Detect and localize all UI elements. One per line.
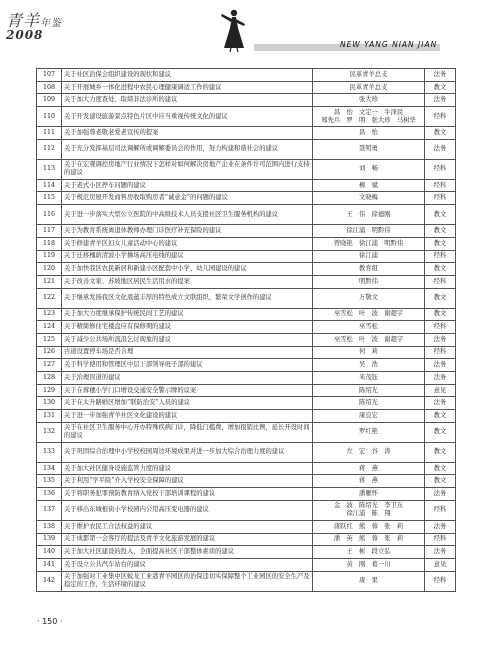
proposal-category: 法务: [425, 359, 456, 372]
table-row: [37, 384, 456, 397]
table-row: [37, 520, 456, 533]
proposal-category: 经科: [425, 192, 456, 205]
proposal-number: 109: [37, 94, 62, 107]
proposal-title: 关于巩固综合治理中小学校校园周边环境成果并进一步加大综合治理力度的建议: [62, 442, 313, 462]
proposal-category: 教文: [425, 410, 456, 423]
table-row: [37, 488, 456, 501]
proposal-title: 关于充分发挥基层司法调解所或调解委员会的作用，努力构建和谐社会的建议: [62, 139, 313, 159]
proposal-sponsor: 唐 果: [313, 571, 425, 591]
proposal-sponsor: 唐跃红 熊 蓉 张 莉: [313, 520, 425, 533]
proposal-number: 108: [37, 81, 62, 94]
proposal-number: 131: [37, 410, 62, 423]
proposal-category: 教文: [425, 237, 456, 250]
proposal-sponsor: 金 波 陈绍光 李卫东 徐江浦 陈 翔: [313, 500, 425, 520]
proposal-sponsor: 教育组: [313, 263, 425, 276]
proposal-title: 关于加强尊老敬老爱老宣传的提案: [62, 127, 313, 140]
proposal-number: 130: [37, 397, 62, 410]
table-row: [37, 475, 456, 488]
proposal-number: 138: [37, 520, 62, 533]
proposal-number: 127: [37, 359, 62, 372]
table-row: [37, 288, 456, 308]
proposal-number: 142: [37, 571, 62, 591]
proposal-number: 129: [37, 384, 62, 397]
proposal-title: 关于精简修住宅楼盘应有保修期的建议: [62, 321, 313, 334]
proposal-sponsor: 蒋 燕: [313, 475, 425, 488]
proposal-title: 关于加大社区健身设施监管力度的建议: [62, 462, 313, 475]
proposal-category: 经科: [425, 533, 456, 546]
table-row: [37, 558, 456, 571]
proposal-sponsor: 陈绍光: [313, 384, 425, 397]
proposal-title: 关于加强对工业集中区蛟龙工业港青羊园区的治保违切实保障整个工业园区的安全生产及稳定的工作，生活环境的建议: [62, 571, 313, 591]
proposal-category: 教文: [425, 462, 456, 475]
proposal-title: 关于设立公共汽车站台的建议: [62, 558, 313, 571]
proposal-sponsor: 刘 畅: [313, 159, 425, 179]
proposal-category: 法务: [425, 520, 456, 533]
proposals-table: [36, 68, 456, 592]
proposal-number: 118: [37, 237, 62, 250]
proposal-number: 124: [37, 321, 62, 334]
proposal-title: 关于成都第一会客厅的提法及青羊文化旅游发展的建议: [62, 533, 313, 546]
proposal-number: 120: [37, 263, 62, 276]
proposal-number: 135: [37, 475, 62, 488]
proposal-number: 136: [37, 488, 62, 501]
proposal-title: 关于进一步落实大型公立医院的中高级技术人员支援社区卫生服务机构的建议: [62, 205, 313, 225]
proposal-title: 关于迁移槐荫清波小学操场高压电线的建议: [62, 250, 313, 263]
proposal-category: 意见: [425, 384, 456, 397]
proposal-title: 关于加大社区建设的投入，全面提高社区干部整体素质的建议: [62, 546, 313, 559]
proposal-sponsor: 潘 英 熊 蓉 张 莉: [313, 533, 425, 546]
proposal-category: 法务: [425, 488, 456, 501]
proposal-number: 140: [37, 546, 62, 559]
proposal-title: 关于将职务犯罪预防教育纳入党校干部培训课程的建议: [62, 488, 313, 501]
proposal-number: 122: [37, 288, 62, 308]
table-row: [37, 127, 456, 140]
proposal-category: 意见: [425, 558, 456, 571]
header-banner-text: NEW YANG NIAN JIAN: [340, 40, 438, 49]
proposal-title: 关于维护农民工合法权益的建议: [62, 520, 313, 533]
proposal-sponsor: 黄 刚 葛一川: [313, 558, 425, 571]
proposal-title: 关于开展城乡一体化进程中农民心理健康调适工作的建议: [62, 81, 313, 94]
table-row: [37, 321, 456, 334]
table-row: [37, 333, 456, 346]
proposal-category: 法务: [425, 139, 456, 159]
proposal-category: 经科: [425, 571, 456, 591]
proposal-number: 125: [37, 333, 62, 346]
proposal-number: 121: [37, 275, 62, 288]
proposal-category: 教文: [425, 475, 456, 488]
proposal-sponsor: 王 伟 徐德刚: [313, 205, 425, 225]
proposal-title: 关于社区治保会组织建设的现状和建议: [62, 69, 313, 82]
proposal-category: 经科: [425, 159, 456, 179]
proposal-category: 教文: [425, 442, 456, 462]
table-row: [37, 107, 456, 127]
proposal-category: 法务: [425, 69, 456, 82]
proposal-category: 法务: [425, 94, 456, 107]
table-row: [37, 69, 456, 82]
logo-title: 青羊: [6, 11, 41, 30]
proposal-sponsor: 蒋 燕: [313, 462, 425, 475]
proposal-title: 关于老式小区停车问题的建议: [62, 179, 313, 192]
proposal-title: 关于为教育系统离退休教师办理门诊医疗补充保险的建议: [62, 225, 313, 238]
table-row: [37, 275, 456, 288]
table-row: [37, 192, 456, 205]
proposal-sponsor: 巫雪松 叶 波 谢超宇: [313, 333, 425, 346]
page-number: · 150 ·: [37, 617, 63, 626]
table-row: [37, 179, 456, 192]
proposal-title: 关于移出东城根街小学校园内公用高压变电器的建议: [62, 500, 313, 520]
proposal-category: 教文: [425, 263, 456, 276]
proposal-number: 119: [37, 250, 62, 263]
table-row: [37, 159, 456, 179]
proposal-title: 关于在社区卫生服务中心开办特殊疾病门诊，降低门槛费，增加报销比例，延长开设时间的建议: [62, 422, 313, 442]
proposal-number: 139: [37, 533, 62, 546]
proposal-number: 141: [37, 558, 62, 571]
logo-subtitle: 年鉴: [40, 18, 63, 29]
table-row: [37, 81, 456, 94]
proposal-title: 关于在宏观调控房地产行业情况下怎样对如何解决房地产企业在条件许可范围内进行支持的建议: [62, 159, 313, 179]
table-row: [37, 359, 456, 372]
proposal-title: 关于在蓉穗小学门口增设交通安全警示牌的议案: [62, 384, 313, 397]
table-row: [37, 250, 456, 263]
table-row: [37, 308, 456, 321]
proposal-sponsor: 潘雁怀: [313, 488, 425, 501]
proposal-sponsor: 徐江浦: [313, 250, 425, 263]
table-row: [37, 410, 456, 423]
proposal-sponsor: 聂明勇: [313, 139, 425, 159]
proposal-sponsor: 巫雪松: [313, 321, 425, 334]
proposal-title: 关于改善文家、苏坡地区居民生活用水的提案: [62, 275, 313, 288]
table-row: [37, 397, 456, 410]
proposal-sponsor: 昌 怡: [313, 127, 425, 140]
proposal-sponsor: 民革青羊总支: [313, 81, 425, 94]
table-row: [37, 372, 456, 385]
proposal-sponsor: 康良宏: [313, 410, 425, 423]
proposal-category: 教文: [425, 225, 456, 238]
proposal-category: 法务: [425, 397, 456, 410]
proposal-title: 关于减少公共场所流浪乞讨现象的建议: [62, 333, 313, 346]
yearbook-logo: [6, 8, 62, 42]
proposals-table-container: [36, 68, 447, 592]
table-row: [37, 442, 456, 462]
proposal-sponsor: 民革青羊总支: [313, 69, 425, 82]
proposal-sponsor: 米茂钰: [313, 372, 425, 385]
proposal-category: 经科: [425, 179, 456, 192]
table-row: [37, 533, 456, 546]
proposal-number: 123: [37, 308, 62, 321]
table-row: [37, 263, 456, 276]
proposal-number: 134: [37, 462, 62, 475]
page-header: [0, 0, 480, 66]
proposal-category: 经科: [425, 321, 456, 334]
proposal-sponsor: 明黔伟: [313, 275, 425, 288]
proposal-sponsor: 王 彬 段立弘: [313, 546, 425, 559]
proposal-number: 107: [37, 69, 62, 82]
proposal-title: 关于继承发扬我区文化底蕴丰厚的特色成立文联组织，繁荣文学创作的建议: [62, 288, 313, 308]
table-row: [37, 422, 456, 442]
proposal-number: 117: [37, 225, 62, 238]
proposal-category: 经科: [425, 500, 456, 520]
table-row: [37, 94, 456, 107]
table-row: [37, 346, 456, 359]
proposal-category: 教文: [425, 288, 456, 308]
proposal-category: 经科: [425, 107, 456, 127]
proposal-number: 115: [37, 192, 62, 205]
proposal-category: 经科: [425, 275, 456, 288]
proposal-sponsor: 昌 怡 文定一 牛泽民 郑先兵 罗 明 张大珍 马树华: [313, 107, 425, 127]
proposal-sponsor: 何 莉: [313, 346, 425, 359]
logo-year: 2008: [6, 28, 44, 42]
table-row: [37, 500, 456, 520]
proposal-sponsor: 陈绍光: [313, 397, 425, 410]
proposal-sponsor: 文晓梅: [313, 192, 425, 205]
proposal-category: 教文: [425, 422, 456, 442]
proposal-title: 关于利用“学平险”介入学校安全保障的建议: [62, 475, 313, 488]
proposal-category: 教文: [425, 127, 456, 140]
proposal-category: 教文: [425, 81, 456, 94]
table-row: [37, 571, 456, 591]
table-row: [37, 237, 456, 250]
proposal-number: 111: [37, 127, 62, 140]
proposal-title: 关于加大力度继承保护传统民间工艺的建议: [62, 308, 313, 321]
table-row: [37, 225, 456, 238]
table-row: [37, 546, 456, 559]
proposal-sponsor: 巫雪松 叶 波 谢超宇: [313, 308, 425, 321]
proposal-title: 关于科学使用和管理区中层干部领导班子部的建议: [62, 359, 313, 372]
proposal-category: 教文: [425, 205, 456, 225]
proposal-title: 关于规范房屋开发商售房收取购房者“诚意金”的问题的建议: [62, 192, 313, 205]
dancer-figure-icon: [218, 8, 248, 52]
proposal-sponsor: 徐江浦 明黔伟: [313, 225, 425, 238]
proposal-title: 关于开发建设旅游景点特色片区中应当重视传统文化的建议: [62, 107, 313, 127]
proposal-category: 法务: [425, 372, 456, 385]
proposal-title: 古道设置停车场是否合理: [62, 346, 313, 359]
proposal-title: 关于加快我区农民新居和新建小区配套中小学、幼儿园建设的建议: [62, 263, 313, 276]
proposal-category: 教文: [425, 308, 456, 321]
proposal-sponsor: 罗红艳: [313, 422, 425, 442]
proposal-sponsor: 曾晓艳 徐江浦 明黔伟: [313, 237, 425, 250]
proposal-title: 关于修建青羊区妇女儿童活动中心的建议: [62, 237, 313, 250]
proposal-title: 关于在太升路婚区增加“联防治安”人员的建议: [62, 397, 313, 410]
proposal-sponsor: 柳 斌: [313, 179, 425, 192]
proposal-number: 116: [37, 205, 62, 225]
proposal-number: 114: [37, 179, 62, 192]
proposal-number: 133: [37, 442, 62, 462]
proposal-sponsor: 万敬文: [313, 288, 425, 308]
proposal-category: 法务: [425, 546, 456, 559]
proposal-number: 126: [37, 346, 62, 359]
proposal-title: 关于加大力度查处、取缔非法诊所的建议: [62, 94, 313, 107]
proposal-number: 113: [37, 159, 62, 179]
proposal-number: 128: [37, 372, 62, 385]
proposal-category: 经科: [425, 250, 456, 263]
table-row: [37, 139, 456, 159]
proposal-category: 经科: [425, 346, 456, 359]
proposal-sponsor: 吴 浩: [313, 359, 425, 372]
proposal-category: 法务: [425, 333, 456, 346]
proposal-sponsor: 左 宏 谷 涛: [313, 442, 425, 462]
proposal-title: 关于治理盲道的建议: [62, 372, 313, 385]
proposal-number: 132: [37, 422, 62, 442]
proposal-number: 137: [37, 500, 62, 520]
proposal-number: 110: [37, 107, 62, 127]
table-row: [37, 205, 456, 225]
proposal-number: 112: [37, 139, 62, 159]
proposal-sponsor: 张大珍: [313, 94, 425, 107]
table-row: [37, 462, 456, 475]
proposal-title: 关于进一步加强青羊社区文化建设的建议: [62, 410, 313, 423]
